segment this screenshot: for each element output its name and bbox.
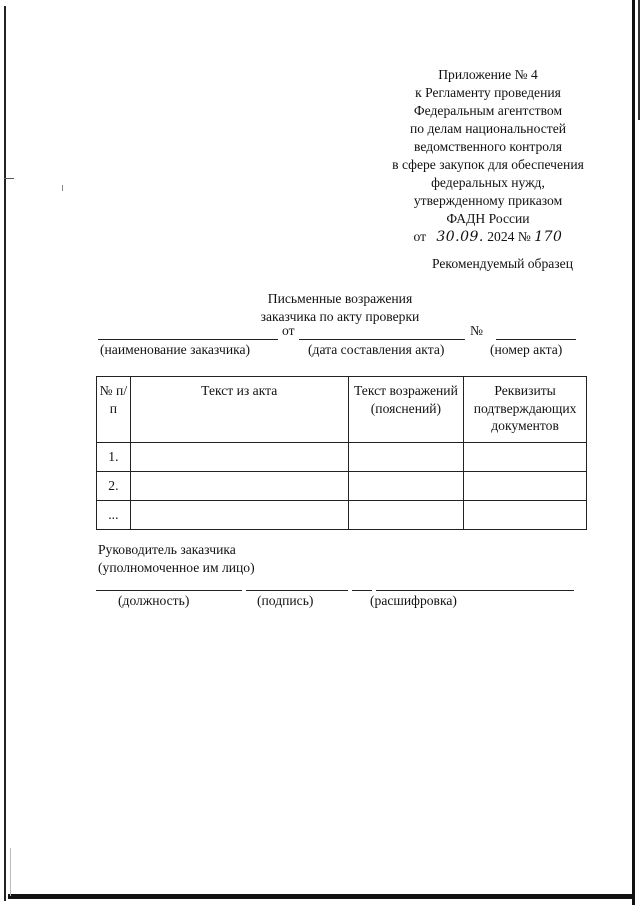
table-row [97,443,587,472]
appendix-header [368,66,608,246]
appendix-line: Приложение № 4 [438,67,538,82]
caption-position: (должность) [118,593,190,608]
cell-act-text[interactable] [130,501,348,530]
cell-act-text[interactable] [130,443,348,472]
cell-documents[interactable] [464,501,587,530]
scan-edge-right [632,0,635,905]
scan-edge-left [4,6,6,901]
table-row [97,501,587,530]
signature-field-line[interactable] [246,590,348,591]
header-documents: Реквизиты подтверждающих документов [464,377,587,443]
act-fill-row [98,323,576,343]
caption-signature: (подпись) [257,593,314,608]
customer-name-field-line[interactable] [98,339,278,340]
cell-documents[interactable] [464,472,587,501]
order-year: 2024 № [487,229,531,244]
scan-edge-bottom [8,894,632,899]
scan-mark [62,185,63,191]
document-title [220,290,460,326]
handwritten-date: 30.09. [436,229,484,245]
act-number-field-line[interactable] [496,339,576,340]
appendix-line: ведомственного контроля [414,139,562,154]
signature-lines [96,590,576,592]
table-header-row [97,377,587,443]
appendix-date-line [368,228,608,246]
scan-mark [4,178,14,179]
appendix-line: по делам национальностей [410,121,566,136]
cell-documents[interactable] [464,443,587,472]
header-act-text: Текст из акта [130,377,348,443]
row-number: ... [97,501,131,530]
row-number: 2. [97,472,131,501]
number-sign: № [470,323,483,338]
header-objection-text: Текст возражений (пояснений) [348,377,464,443]
caption-decoding: (расшифровка) [370,593,457,608]
signature-title-1: Руководитель заказчика [98,542,236,557]
row-number: 1. [97,443,131,472]
act-date-field-line[interactable] [299,339,465,340]
title-line-2: заказчика по акту проверки [260,309,420,324]
handwritten-order-number: 170 [534,229,563,245]
signature-block [98,541,255,577]
decoding-field-line[interactable] [376,590,574,591]
cell-objection[interactable] [348,501,464,530]
scan-mark [10,848,11,896]
signature-field-line-ext [352,590,372,591]
title-line-1: Письменные возражения [267,291,413,306]
cell-act-text[interactable] [130,472,348,501]
objections-table [96,376,587,530]
caption-act-number: (номер акта) [490,342,563,357]
appendix-line: к Регламенту проведения [415,85,561,100]
header-number: № п/п [97,377,131,443]
caption-customer: (наименование заказчика) [100,342,251,357]
appendix-line: в сфере закупок для обеспечения [392,157,584,172]
recommended-sample-label: Рекомендуемый образец [432,256,573,271]
appendix-line: Федеральным агентством [413,103,563,118]
cell-objection[interactable] [348,443,464,472]
fill-captions [98,342,576,360]
signature-title-2: (уполномоченное им лицо) [98,560,255,575]
position-field-line[interactable] [96,590,242,591]
cell-objection[interactable] [348,472,464,501]
appendix-line: федеральных нужд, [431,175,545,190]
appendix-line: ФАДН России [446,211,530,226]
from-word: от [282,323,295,338]
caption-date: (дата составления акта) [308,342,445,357]
table-row [97,472,587,501]
date-prefix: от [413,229,427,244]
appendix-line: утвержденному приказом [413,193,563,208]
